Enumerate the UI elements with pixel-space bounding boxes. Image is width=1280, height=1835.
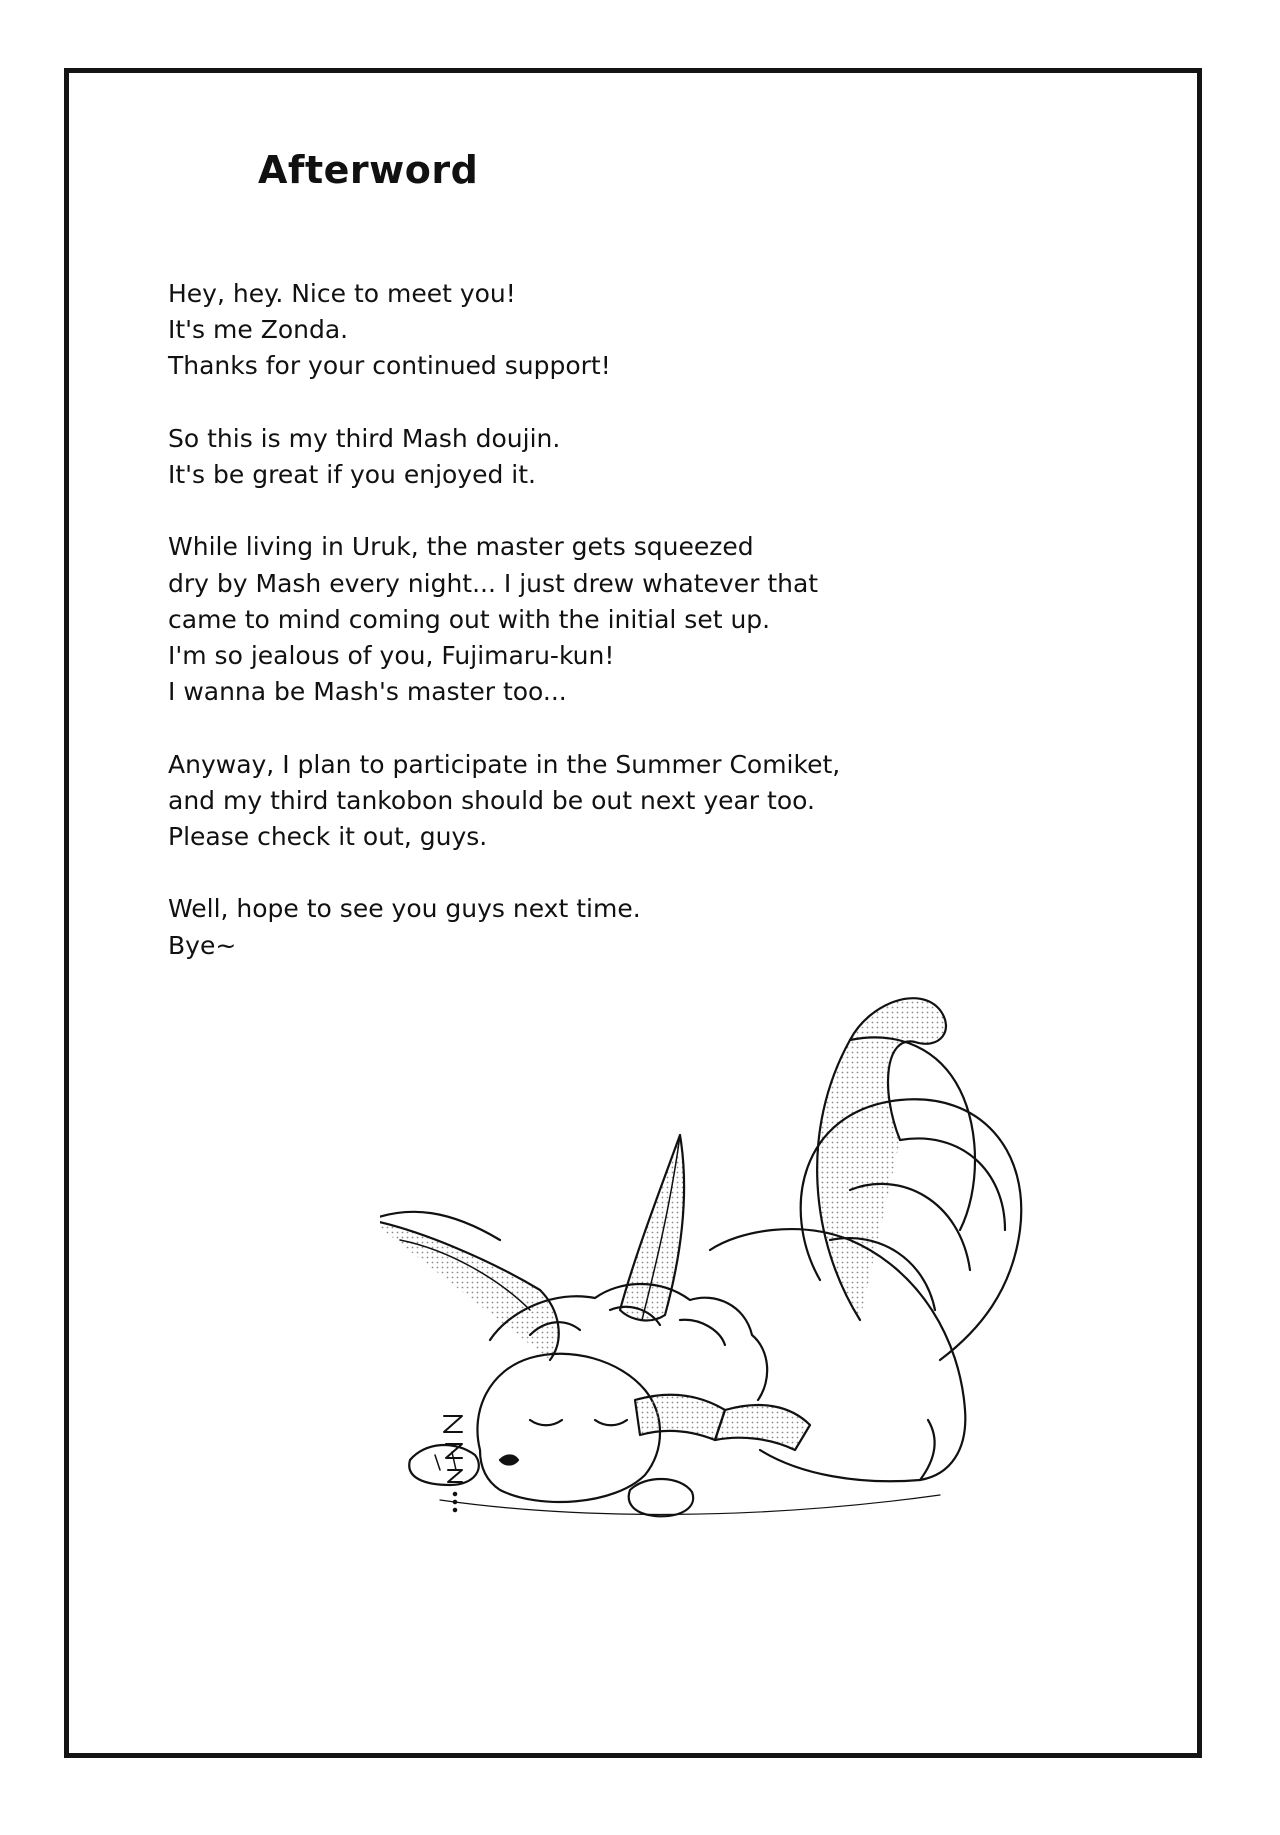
paragraph-third-doujin [168,421,888,493]
text-line: While living in Uruk, the master gets squeezed [168,532,754,562]
text-line: Hey, hey. Nice to meet you! [168,279,516,308]
text-line: and my third tankobon should be out next year too. [168,785,815,815]
text-line: Anyway, I plan to participate in the Summer Comiket, [168,749,841,779]
page-title: Afterword [258,148,479,192]
text-line: dry by Mash every night... I just drew whatever that [168,568,819,598]
text-line: So this is my third Mash doujin. [168,423,561,453]
paragraph-comiket [168,747,888,856]
paragraph-greeting [168,276,888,385]
text-line: came to mind coming out with the initial set up. [168,604,771,634]
zzz-sound-effect [438,1408,478,1518]
text-line: Thanks for your continued support! [168,351,611,381]
text-line: I'm so jealous of you, Fujimaru-kun! [168,641,615,670]
afterword-body [168,276,888,1000]
text-line: Bye~ [168,930,237,960]
text-line: Well, hope to see you guys next time. [168,894,641,924]
text-line: I wanna be Mash's master too... [168,677,567,707]
paragraph-farewell [168,891,888,963]
paragraph-uruk [168,529,888,710]
sleeping-fox-creature-illustration [380,980,1200,1600]
text-line: It's me Zonda. [168,315,349,345]
text-line: It's be great if you enjoyed it. [168,460,536,489]
text-line: Please check it out, guys. [168,822,488,851]
